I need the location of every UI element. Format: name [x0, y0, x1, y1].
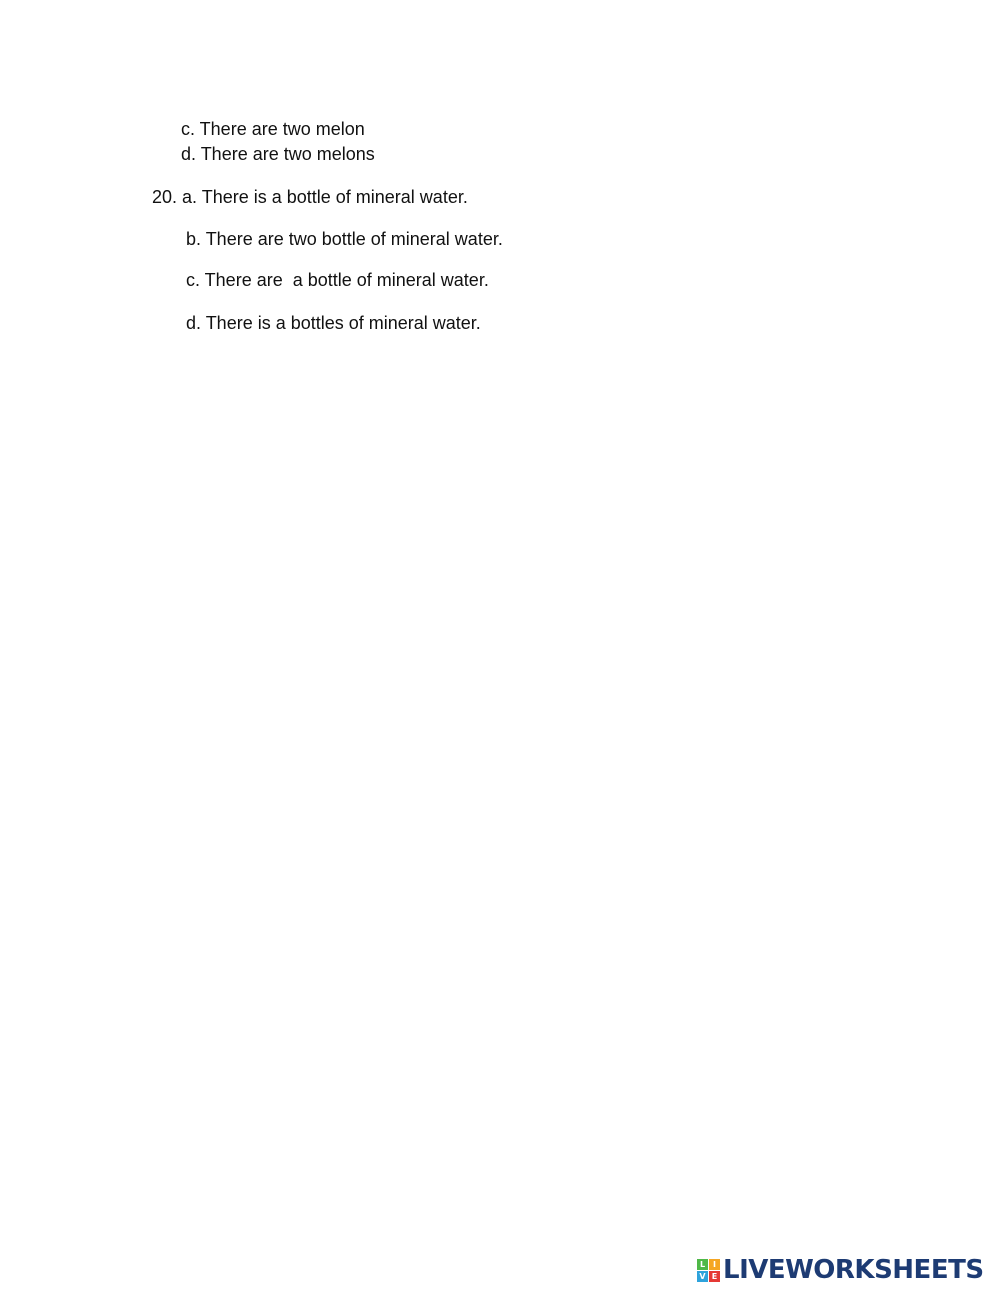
- logo-block-e: E: [709, 1271, 720, 1282]
- logo-blocks-icon: [697, 1259, 720, 1282]
- logo-block-i: I: [709, 1259, 720, 1270]
- option-c-melon: c. There are two melon: [181, 119, 365, 139]
- question-20-option-c: c. There are a bottle of mineral water.: [186, 270, 489, 290]
- liveworksheets-logo: [697, 1255, 984, 1285]
- logo-block-v: V: [697, 1271, 708, 1282]
- question-20-option-b: b. There are two bottle of mineral water.: [186, 229, 503, 249]
- question-20-option-d: d. There is a bottles of mineral water.: [186, 313, 481, 333]
- logo-text: LIVEWORKSHEETS: [723, 1255, 984, 1285]
- logo-block-l: L: [697, 1259, 708, 1270]
- option-d-melons: d. There are two melons: [181, 144, 375, 164]
- question-20-option-a: 20. a. There is a bottle of mineral water.: [152, 187, 468, 207]
